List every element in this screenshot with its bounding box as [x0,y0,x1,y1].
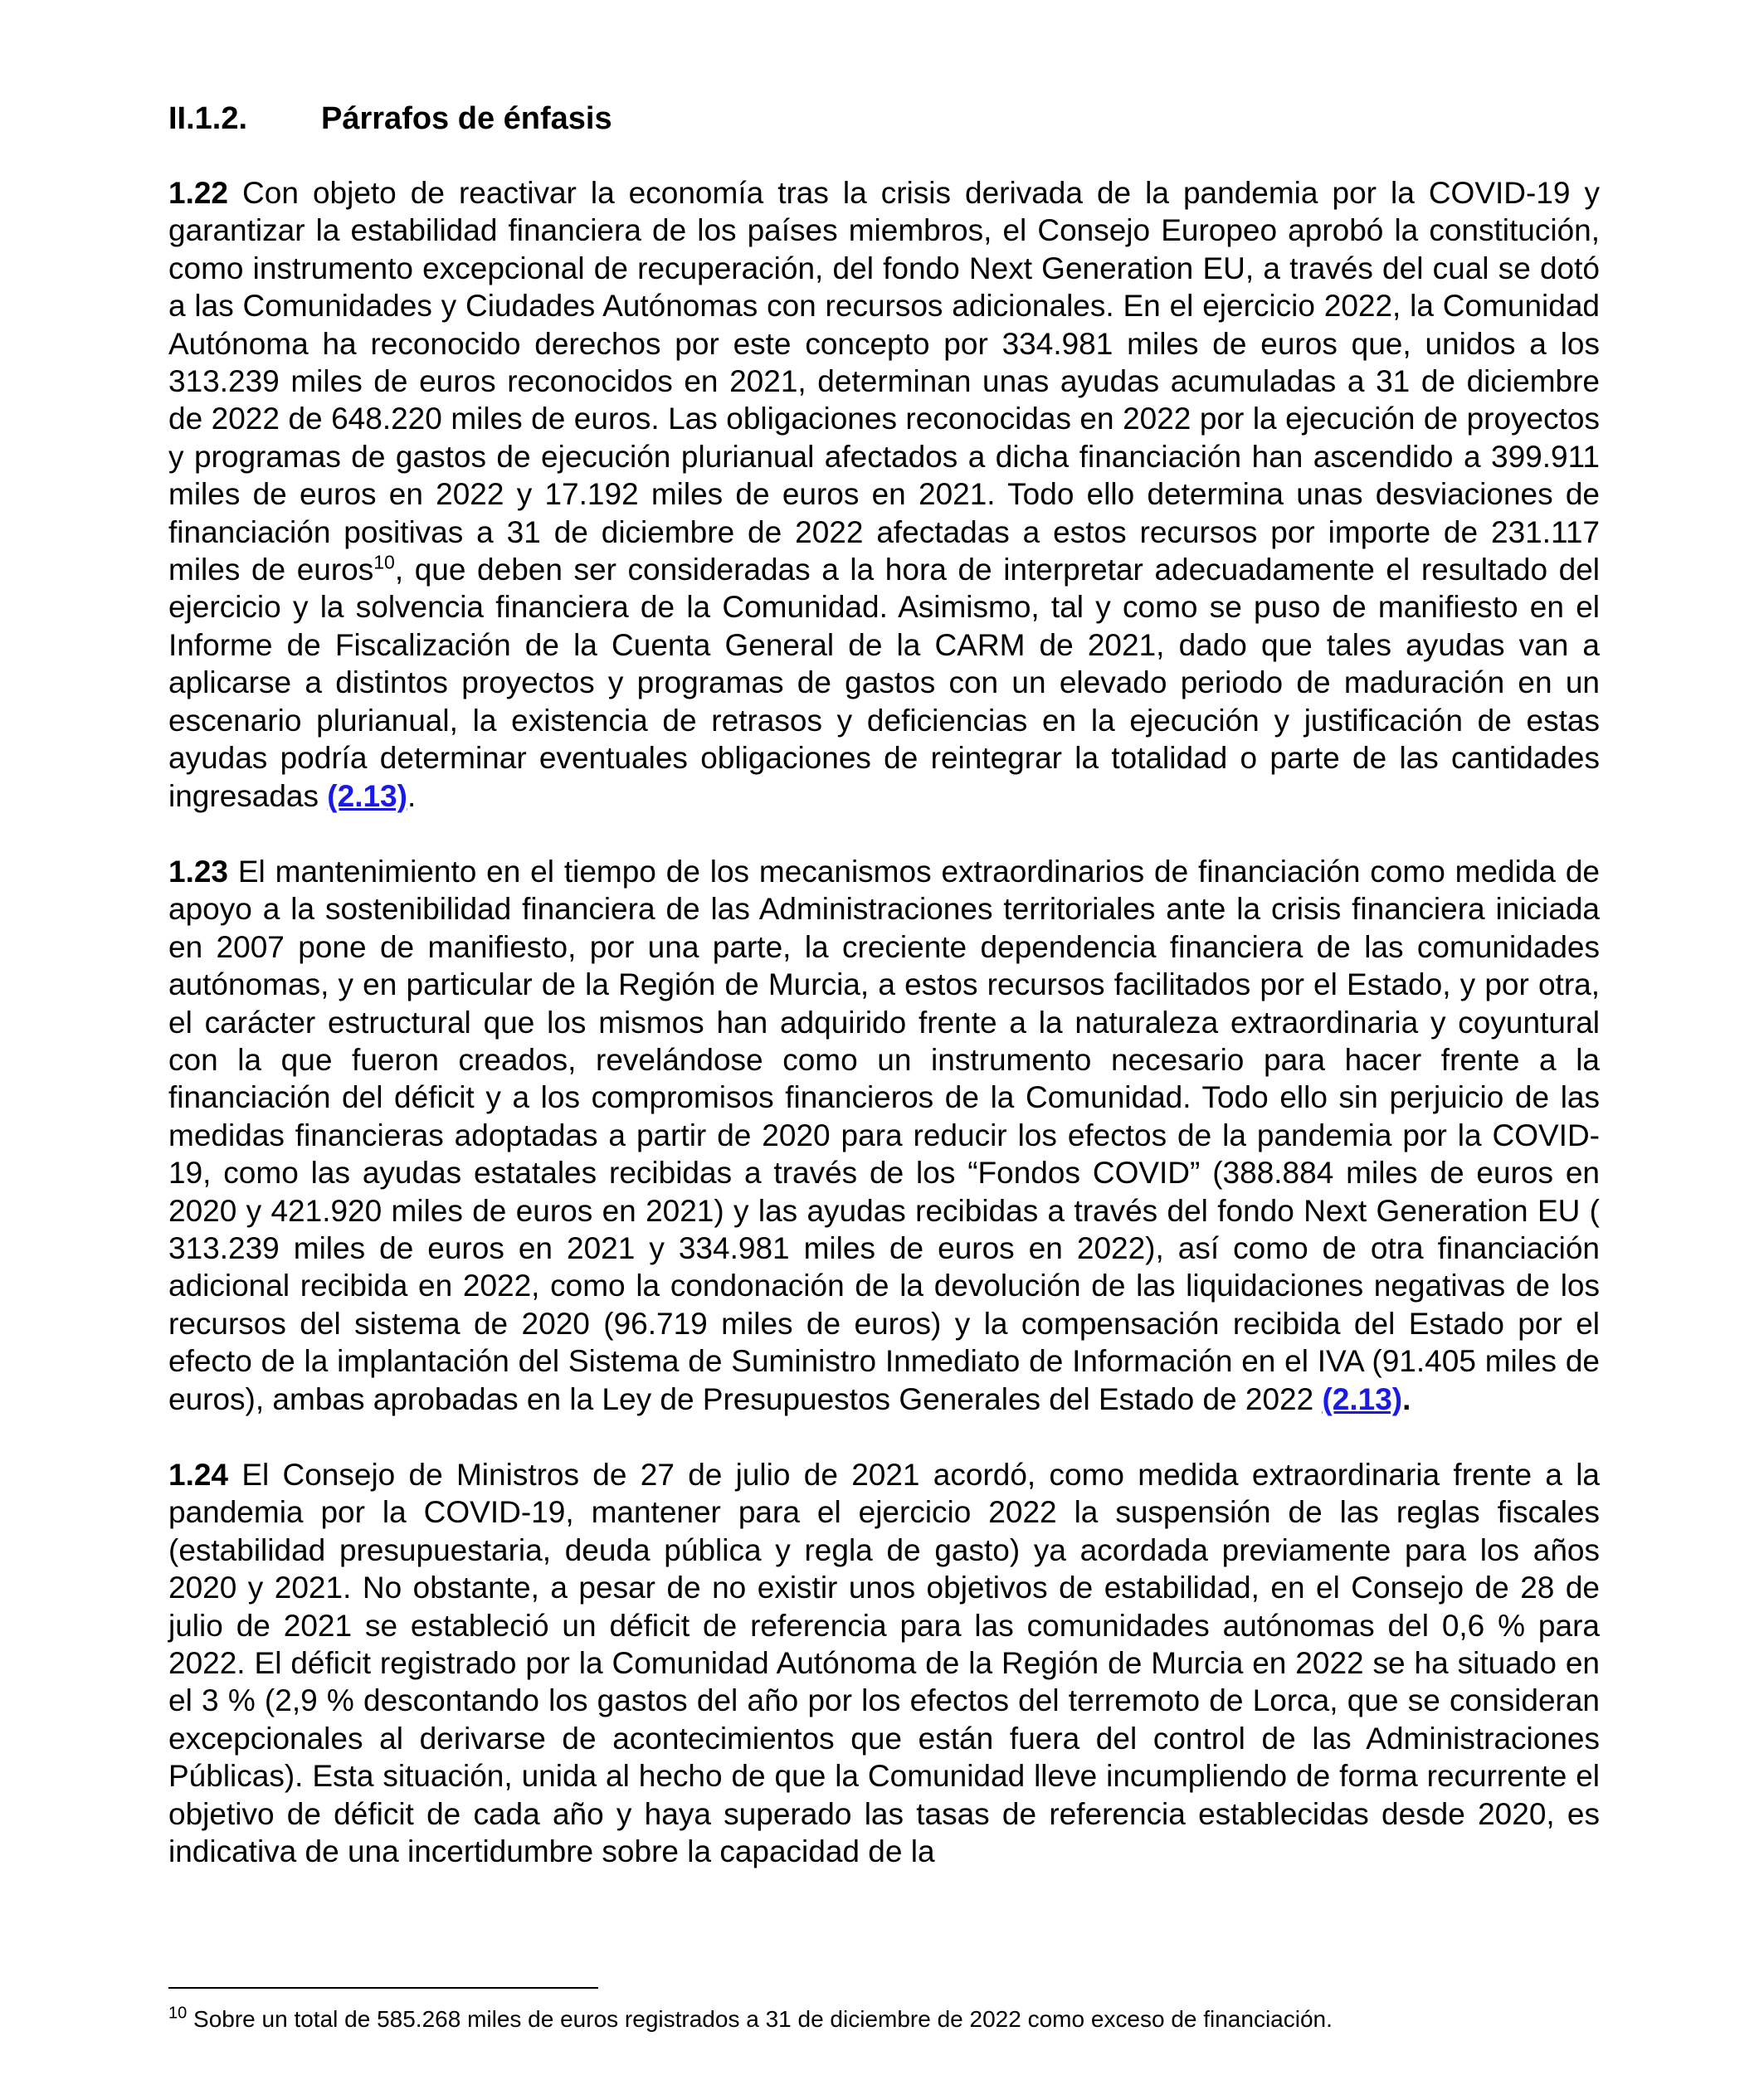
paragraph-number: 1.22 [168,176,229,210]
document-page [168,100,1600,1870]
cross-reference-link[interactable]: (2.13) [1322,1381,1403,1416]
footnote-separator [168,1987,598,1989]
paragraph-number: 1.23 [168,854,229,889]
paragraph-1-22 [168,174,1600,815]
paragraph-end: . [407,778,417,813]
footnote-reference[interactable]: 10 [373,551,395,573]
section-title: Párrafos de énfasis [321,101,612,136]
paragraph-text: Con objeto de reactivar la economía tras la crisis derivada de la pandemia por la COVID-19 y garantizar la estabilidad financiera de los países miembros, el Consejo Europeo aprobó la constitución, como instrumento excepcional de recuperación, del fondo Next Generation EU, a través del cual se dotó a las Comunidades y Ciudades Autónomas con recursos adicionales. En el ejercicio 2022, la Comunidad Autónoma ha reconocido derechos por este concepto por 334.981 miles de euros que, unidos a los 313.239 miles de euros reconocidos en 2021, determinan unas ayudas acumuladas a 31 de diciembre de 2022 de 648.220 miles de euros. Las obligaciones reconocidas en 2022 por la ejecución de proyectos y programas de gastos de ejecución plurianual afectados a dicha financiación han ascendido a 399.911 miles de euros en 2022 y 17.192 miles de euros en 2021. Todo ello determina unas desviaciones de financiación positivas a 31 de diciembre de 2022 afectadas a estos recursos por importe de 231.117 miles de euros [168,176,1600,587]
paragraph-text: El mantenimiento en el tiempo de los mecanismos extraordinarios de financiación como medida de apoyo a la sostenibilidad financiera de las Administraciones territoriales ante la crisis financiera iniciada en 2007 pone de manifiesto, por una parte, la creciente dependencia financiera de las comunidades autónomas, y en particular de la Región de Murcia, a estos recursos facilitados por el Estado, y por otra, el carácter estructural que los mismos han adquirido frente a la naturaleza extraordinaria y coyuntural con la que fueron creados, revelándose como un instrumento necesario para hacer frente a la financiación del déficit y a los compromisos financieros de la Comunidad. Todo ello sin perjuicio de las medidas financieras adoptadas a partir de 2020 para reducir los efectos de la pandemia por la COVID-19, como las ayudas estatales recibidas a través de los “Fondos COVID” (388.884 miles de euros en 2020 y 421.920 miles de euros en 2021) y las ayudas recibidas a través del fondo Next Generation EU ( 313.239 miles de euros en 2021 y 334.981 miles de euros en 2022), así como de otra financiación adicional recibida en 2022, como la condonación de la devolución de las liquidaciones negativas de los recursos del sistema de 2020 (96.719 miles de euros) y la compensación recibida del Estado por el efecto de la implantación del Sistema de Suministro Inmediato de Información en el IVA (91.405 miles de euros), ambas aprobadas en la Ley de Presupuestos Generales del Estado de 2022 [168,854,1600,1416]
section-number: II.1.2. [168,101,248,136]
paragraph-text: El Consejo de Ministros de 27 de julio de 2021 acordó, como medida extraordinaria frente a la pandemia por la COVID-19, mantener para el ejercicio 2022 la suspensión de las reglas fiscales (estabilidad presupuestaria, deuda pública y regla de gasto) ya acordada previamente para los años 2020 y 2021. No obstante, a pesar de no existir unos objetivos de estabilidad, en el Consejo de 28 de julio de 2021 se estableció un déficit de referencia para las comunidades autónomas del 0,6 % para 2022. El déficit registrado por la Comunidad Autónoma de la Región de Murcia en 2022 se ha situado en el 3 % (2,9 % descontando los gastos del año por los efectos del terremoto de Lorca, que se consideran excepcionales al derivarse de acontecimientos que están fuera del control de las Administraciones Públicas). Esta situación, unida al hecho de que la Comunidad lleve incumpliendo de forma recurrente el objetivo de déficit de cada año y haya superado las tasas de referencia establecidas desde 2020, es indicativa de una incertidumbre sobre la capacidad de la [168,1458,1600,1869]
paragraph-1-24 [168,1456,1600,1870]
footnote [168,2004,1600,2034]
paragraph-end: . [1402,1381,1411,1416]
paragraph-number: 1.24 [168,1458,229,1492]
paragraph-text-continued: , que deben ser consideradas a la hora de interpretar adecuadamente el resultado del ejercicio y la solvencia financiera de la Comunidad. Asimismo, tal y como se puso de manifiesto en el Informe de Fiscalización de la Cuenta General de la CARM de 2021, dado que tales ayudas van a aplicarse a distintos proyectos y programas de gastos con un elevado periodo de maduración en un escenario plurianual, la existencia de retrasos y deficiencias en la ejecución y justificación de estas ayudas podría determinar eventuales obligaciones de reintegrar la totalidad o parte de las cantidades ingresadas [168,553,1601,813]
cross-reference-link[interactable]: (2.13) [327,778,407,813]
paragraph-1-23 [168,853,1600,1418]
footnote-marker: 10 [168,2004,188,2023]
footnote-text: Sobre un total de 585.268 miles de euros registrados a 31 de diciembre de 2022 como exceso de financiación. [187,2006,1333,2032]
section-heading [168,100,1600,138]
